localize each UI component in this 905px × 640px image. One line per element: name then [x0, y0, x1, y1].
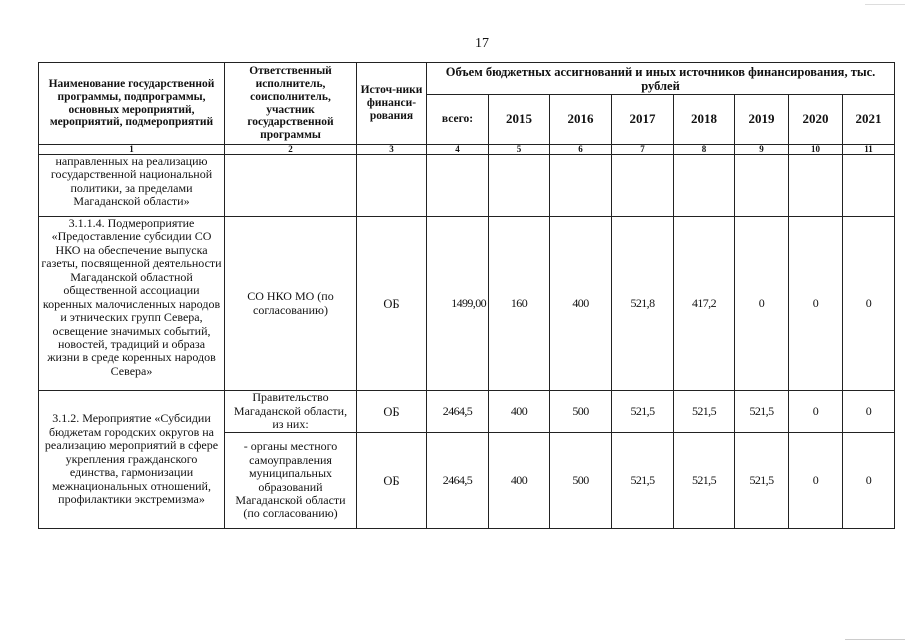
- row-3-1-2-a-responsible: Правительство Магаданской области, из них:: [225, 391, 357, 433]
- header-year-2021: 2021: [843, 95, 895, 145]
- row-3-1-1-4: [39, 217, 895, 391]
- row-3-1-2-a-2017: 521,5: [612, 391, 674, 433]
- empty-cell: [843, 155, 895, 217]
- column-number: 9: [735, 145, 789, 155]
- row-3-1-2-b-source: ОБ: [357, 433, 427, 529]
- empty-cell: [550, 155, 612, 217]
- header-source: Источ-ники финанси-рования: [357, 63, 427, 145]
- row-3-1-2-b-2017: 521,5: [612, 433, 674, 529]
- header-year-2019: 2019: [735, 95, 789, 145]
- column-number: 7: [612, 145, 674, 155]
- column-number: 3: [357, 145, 427, 155]
- row-3-1-1-4-responsible: СО НКО МО (по согласованию): [225, 217, 357, 391]
- column-number: 1: [39, 145, 225, 155]
- row-3-1-2-name: 3.1.2. Мероприятие «Субсидии бюджетам городских округов на реализацию мероприятий в сфере укрепления гражданского единства, гармонизации межнациональных отношений, профилактики экстремизма»: [39, 391, 225, 529]
- row-3-1-2-a-2015: 400: [489, 391, 550, 433]
- empty-cell: [225, 155, 357, 217]
- header-year-2020: 2020: [789, 95, 843, 145]
- row-3-1-1-4-2020: 0: [789, 217, 843, 391]
- row-3-1-2-b-2019: 521,5: [735, 433, 789, 529]
- empty-cell: [789, 155, 843, 217]
- header-year-2018: 2018: [674, 95, 735, 145]
- row-3-1-1-4-name: 3.1.1.4. Подмероприятие «Предоставление субсидии СО НКО на обеспечение выпуска газеты, посвященной деятельности Магаданской областной общественной ассоциации коренных малочисленных народов и этнических групп Севера, освещение значимых событий, новостей, традиций и образа жизни в среде коренных народов Севера»: [39, 217, 225, 391]
- row-3-1-1-4-2017: 521,8: [612, 217, 674, 391]
- header-name: Наименование государственной программы, подпрограммы, основных мероприятий, мероприятий, подмероприятий: [39, 63, 225, 145]
- empty-cell: [735, 155, 789, 217]
- column-number: 10: [789, 145, 843, 155]
- header-responsible: Ответственный исполнитель, соисполнитель, участник государственной программы: [225, 63, 357, 145]
- row-3-1-2-b-2015: 400: [489, 433, 550, 529]
- row-3-1-2-b-2021: 0: [843, 433, 895, 529]
- row-3-1-1-4-source: ОБ: [357, 217, 427, 391]
- column-number: 2: [225, 145, 357, 155]
- row-3-1-2-a-total: 2464,5: [427, 391, 489, 433]
- row-3-1-2-a-2021: 0: [843, 391, 895, 433]
- row-3-1-2-b-responsible: - органы местного самоуправления муниципальных образований Магаданской области (по согласованию): [225, 433, 357, 529]
- continuation-row: [39, 155, 895, 217]
- row-3-1-2-b-2018: 521,5: [674, 433, 735, 529]
- row-3-1-1-4-total: 1499,00: [427, 217, 489, 391]
- header-year-2016: 2016: [550, 95, 612, 145]
- column-number: 6: [550, 145, 612, 155]
- row-3-1-2-a-2018: 521,5: [674, 391, 735, 433]
- row-3-1-2-a-source: ОБ: [357, 391, 427, 433]
- row-3-1-1-4-2016: 400: [550, 217, 612, 391]
- empty-cell: [612, 155, 674, 217]
- row-3-1-1-4-2019: 0: [735, 217, 789, 391]
- row-3-1-2-a-2019: 521,5: [735, 391, 789, 433]
- column-number: 4: [427, 145, 489, 155]
- page-number: 17: [475, 36, 489, 51]
- empty-cell: [489, 155, 550, 217]
- row-3-1-2-line-a: [39, 391, 895, 433]
- empty-cell: [427, 155, 489, 217]
- header-row-1: [39, 63, 895, 95]
- header-year-2015: 2015: [489, 95, 550, 145]
- row-3-1-2-b-2020: 0: [789, 433, 843, 529]
- row-3-1-1-4-2021: 0: [843, 217, 895, 391]
- empty-cell: [357, 155, 427, 217]
- header-budget-group: Объем бюджетных ассигнований и иных источников финансирования, тыс. рублей: [427, 63, 895, 95]
- row-3-1-1-4-2018: 417,2: [674, 217, 735, 391]
- column-number-row: [39, 145, 895, 155]
- empty-cell: [674, 155, 735, 217]
- budget-table: [38, 62, 895, 529]
- continuation-name: направленных на реализацию государственной национальной политики, за пределами Магаданской области»: [39, 155, 225, 217]
- scan-edge-mark: [865, 4, 905, 5]
- row-3-1-1-4-2015: 160: [489, 217, 550, 391]
- column-number: 5: [489, 145, 550, 155]
- column-number: 11: [843, 145, 895, 155]
- header-year-2017: 2017: [612, 95, 674, 145]
- row-3-1-2-a-2016: 500: [550, 391, 612, 433]
- header-total: всего:: [427, 95, 489, 145]
- row-3-1-2-b-2016: 500: [550, 433, 612, 529]
- column-number: 8: [674, 145, 735, 155]
- row-3-1-2-b-total: 2464,5: [427, 433, 489, 529]
- row-3-1-2-a-2020: 0: [789, 391, 843, 433]
